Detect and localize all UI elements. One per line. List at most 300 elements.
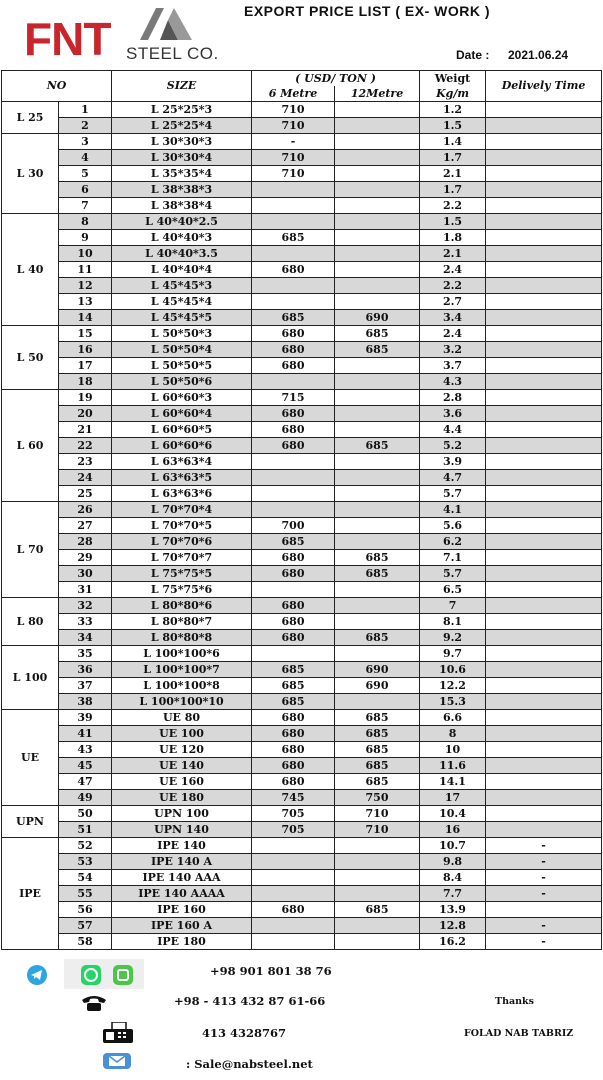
table-row [2, 214, 602, 230]
row-delivery [486, 742, 602, 758]
row-price-12m [335, 358, 420, 374]
row-size: L 100*100*6 [112, 646, 252, 662]
row-weight: 5.7 [420, 566, 486, 582]
row-size: L 30*30*3 [112, 134, 252, 150]
row-delivery [486, 582, 602, 598]
row-number: 24 [59, 470, 112, 486]
row-price-12m: 690 [335, 678, 420, 694]
row-delivery [486, 486, 602, 502]
row-price-6m [252, 486, 335, 502]
row-price-6m: 680 [252, 774, 335, 790]
contact-footer [0, 956, 603, 1080]
header-size: SIZE [112, 71, 252, 102]
header-delivery: Delively Time [486, 71, 602, 102]
row-size: L 100*100*7 [112, 662, 252, 678]
row-price-12m [335, 246, 420, 262]
table-row [2, 710, 602, 726]
row-price-12m [335, 502, 420, 518]
row-size: L 38*38*4 [112, 198, 252, 214]
row-delivery [486, 326, 602, 342]
row-delivery [486, 214, 602, 230]
row-number: 32 [59, 598, 112, 614]
group-label: L 30 [2, 134, 59, 214]
row-weight: 2.8 [420, 390, 486, 406]
row-delivery [486, 182, 602, 198]
row-price-6m: 680 [252, 710, 335, 726]
row-size: L 70*70*4 [112, 502, 252, 518]
row-size: IPE 140 AAA [112, 870, 252, 886]
row-size: L 38*38*3 [112, 182, 252, 198]
row-delivery: - [486, 870, 602, 886]
row-weight: 10.6 [420, 662, 486, 678]
group-label: L 70 [2, 502, 59, 598]
row-number: 29 [59, 550, 112, 566]
row-delivery [486, 118, 602, 134]
row-price-6m: 680 [252, 742, 335, 758]
row-delivery [486, 566, 602, 582]
row-number: 4 [59, 150, 112, 166]
table-row [2, 646, 602, 662]
row-delivery [486, 806, 602, 822]
table-row [2, 918, 602, 934]
row-number: 30 [59, 566, 112, 582]
group-label: IPE [2, 838, 59, 950]
row-number: 1 [59, 102, 112, 118]
row-price-12m [335, 470, 420, 486]
table-row [2, 838, 602, 854]
row-price-6m: 685 [252, 310, 335, 326]
row-price-6m: 680 [252, 550, 335, 566]
row-size: L 70*70*5 [112, 518, 252, 534]
row-delivery [486, 502, 602, 518]
table-row [2, 262, 602, 278]
row-size: L 100*100*10 [112, 694, 252, 710]
table-row [2, 358, 602, 374]
row-size: L 50*50*6 [112, 374, 252, 390]
row-weight: 3.2 [420, 342, 486, 358]
group-label: L 50 [2, 326, 59, 390]
row-price-12m [335, 230, 420, 246]
row-price-6m: 680 [252, 726, 335, 742]
row-delivery [486, 294, 602, 310]
row-price-6m [252, 582, 335, 598]
row-weight: 16 [420, 822, 486, 838]
table-row [2, 310, 602, 326]
row-weight: 8.1 [420, 614, 486, 630]
row-weight: 1.7 [420, 150, 486, 166]
row-delivery [486, 310, 602, 326]
table-row [2, 886, 602, 902]
header-weight-unit: Kg/m [420, 86, 486, 102]
row-size: L 45*45*5 [112, 310, 252, 326]
row-price-6m: 710 [252, 166, 335, 182]
table-row [2, 678, 602, 694]
row-size: L 63*63*5 [112, 470, 252, 486]
row-size: L 80*80*7 [112, 614, 252, 630]
table-row [2, 278, 602, 294]
page-title: EXPORT PRICE LIST ( EX- WORK ) [244, 3, 491, 19]
row-number: 52 [59, 838, 112, 854]
row-price-6m: 680 [252, 358, 335, 374]
row-price-12m [335, 406, 420, 422]
row-delivery [486, 710, 602, 726]
row-price-12m [335, 886, 420, 902]
row-size: L 80*80*6 [112, 598, 252, 614]
whatsapp-icon[interactable] [80, 964, 102, 986]
logo-mark-icon [134, 6, 194, 42]
row-price-12m [335, 278, 420, 294]
row-price-12m: 685 [335, 550, 420, 566]
row-number: 11 [59, 262, 112, 278]
row-price-6m: 745 [252, 790, 335, 806]
table-row [2, 470, 602, 486]
row-delivery [486, 598, 602, 614]
table-row [2, 518, 602, 534]
row-weight: 4.7 [420, 470, 486, 486]
row-delivery [486, 230, 602, 246]
row-number: 5 [59, 166, 112, 182]
row-number: 7 [59, 198, 112, 214]
row-weight: 2.4 [420, 262, 486, 278]
row-delivery [486, 262, 602, 278]
group-label: L 100 [2, 646, 59, 710]
row-delivery [486, 406, 602, 422]
row-size: L 70*70*7 [112, 550, 252, 566]
row-delivery [486, 390, 602, 406]
row-delivery [486, 150, 602, 166]
row-number: 34 [59, 630, 112, 646]
table-row [2, 182, 602, 198]
table-row [2, 102, 602, 118]
row-price-6m [252, 502, 335, 518]
row-price-12m: 690 [335, 662, 420, 678]
row-number: 35 [59, 646, 112, 662]
row-delivery [486, 102, 602, 118]
row-price-6m [252, 646, 335, 662]
row-size: UE 120 [112, 742, 252, 758]
row-number: 8 [59, 214, 112, 230]
row-price-12m: 685 [335, 758, 420, 774]
row-price-6m: 705 [252, 822, 335, 838]
row-weight: 9.7 [420, 646, 486, 662]
row-size: L 50*50*5 [112, 358, 252, 374]
group-label: UPN [2, 806, 59, 838]
table-row [2, 934, 602, 950]
row-weight: 15.3 [420, 694, 486, 710]
group-label: L 80 [2, 598, 59, 646]
mobile-number: +98 901 801 38 76 [210, 964, 332, 978]
row-price-6m [252, 454, 335, 470]
row-price-12m [335, 214, 420, 230]
row-weight: 12.8 [420, 918, 486, 934]
row-weight: 14.1 [420, 774, 486, 790]
header-price: ( USD/ TON ) [252, 71, 420, 87]
row-price-6m: - [252, 134, 335, 150]
row-size: IPE 140 AAAA [112, 886, 252, 902]
row-number: 23 [59, 454, 112, 470]
row-weight: 8 [420, 726, 486, 742]
row-weight: 9.8 [420, 854, 486, 870]
row-weight: 13.9 [420, 902, 486, 918]
row-delivery [486, 278, 602, 294]
row-delivery [486, 902, 602, 918]
table-row [2, 150, 602, 166]
row-size: L 40*40*4 [112, 262, 252, 278]
row-number: 49 [59, 790, 112, 806]
row-size: L 100*100*8 [112, 678, 252, 694]
row-number: 57 [59, 918, 112, 934]
table-row [2, 790, 602, 806]
table-row [2, 582, 602, 598]
row-price-12m [335, 934, 420, 950]
table-row [2, 438, 602, 454]
row-delivery: - [486, 918, 602, 934]
row-size: L 40*40*3 [112, 230, 252, 246]
row-delivery [486, 662, 602, 678]
row-size: IPE 140 A [112, 854, 252, 870]
row-price-6m [252, 470, 335, 486]
group-label: UE [2, 710, 59, 806]
row-number: 38 [59, 694, 112, 710]
row-weight: 6.2 [420, 534, 486, 550]
row-weight: 1.5 [420, 214, 486, 230]
row-price-12m [335, 694, 420, 710]
row-size: L 25*25*3 [112, 102, 252, 118]
email-address[interactable]: : Sale@nabsteel.net [186, 1057, 313, 1071]
row-price-12m [335, 374, 420, 390]
row-size: UE 180 [112, 790, 252, 806]
row-weight: 1.7 [420, 182, 486, 198]
row-size: L 25*25*4 [112, 118, 252, 134]
row-delivery [486, 198, 602, 214]
row-number: 53 [59, 854, 112, 870]
row-size: L 50*50*4 [112, 342, 252, 358]
phone-number: +98 - 413 432 87 61-66 [174, 994, 326, 1008]
row-price-6m: 685 [252, 534, 335, 550]
table-row [2, 870, 602, 886]
company-name: FOLAD NAB TABRIZ [464, 1028, 574, 1039]
row-number: 6 [59, 182, 112, 198]
row-weight: 8.4 [420, 870, 486, 886]
row-price-12m: 685 [335, 742, 420, 758]
row-price-12m: 710 [335, 822, 420, 838]
row-number: 10 [59, 246, 112, 262]
row-price-6m: 680 [252, 614, 335, 630]
row-price-12m [335, 198, 420, 214]
row-price-6m [252, 838, 335, 854]
table-row [2, 118, 602, 134]
row-delivery [486, 438, 602, 454]
row-weight: 6.6 [420, 710, 486, 726]
row-size: L 60*60*5 [112, 422, 252, 438]
table-row [2, 774, 602, 790]
row-number: 27 [59, 518, 112, 534]
row-size: L 75*75*6 [112, 582, 252, 598]
logo-subtitle: STEEL CO. [126, 44, 219, 63]
row-size: L 50*50*3 [112, 326, 252, 342]
header-12-metre: 12Metre [335, 86, 420, 102]
row-price-12m [335, 614, 420, 630]
table-row [2, 758, 602, 774]
row-delivery: - [486, 886, 602, 902]
row-price-6m [252, 870, 335, 886]
row-weight: 4.3 [420, 374, 486, 390]
company-logo [24, 6, 224, 64]
row-weight: 11.6 [420, 758, 486, 774]
row-number: 56 [59, 902, 112, 918]
row-price-12m [335, 134, 420, 150]
row-weight: 7 [420, 598, 486, 614]
table-row [2, 166, 602, 182]
row-price-12m: 685 [335, 326, 420, 342]
row-price-12m: 685 [335, 630, 420, 646]
chat-app-icon[interactable] [112, 964, 134, 986]
row-delivery [486, 342, 602, 358]
row-delivery [486, 166, 602, 182]
row-weight: 7.7 [420, 886, 486, 902]
row-price-12m [335, 870, 420, 886]
row-number: 14 [59, 310, 112, 326]
row-number: 18 [59, 374, 112, 390]
row-number: 54 [59, 870, 112, 886]
row-size: UE 160 [112, 774, 252, 790]
row-weight: 1.5 [420, 118, 486, 134]
row-number: 43 [59, 742, 112, 758]
telegram-icon[interactable] [26, 964, 48, 986]
row-size: UE 140 [112, 758, 252, 774]
row-delivery [486, 726, 602, 742]
row-price-6m: 685 [252, 694, 335, 710]
fax-icon [102, 1022, 134, 1044]
table-row [2, 198, 602, 214]
row-number: 13 [59, 294, 112, 310]
row-weight: 2.7 [420, 294, 486, 310]
row-delivery [486, 774, 602, 790]
row-weight: 10 [420, 742, 486, 758]
row-price-6m: 715 [252, 390, 335, 406]
row-price-12m [335, 646, 420, 662]
row-price-12m: 685 [335, 438, 420, 454]
row-size: L 60*60*6 [112, 438, 252, 454]
row-size: UE 100 [112, 726, 252, 742]
row-weight: 5.6 [420, 518, 486, 534]
row-number: 21 [59, 422, 112, 438]
email-icon[interactable] [102, 1052, 132, 1070]
header-weight: Weigt [420, 71, 486, 87]
row-price-6m [252, 854, 335, 870]
row-number: 47 [59, 774, 112, 790]
row-number: 12 [59, 278, 112, 294]
row-price-12m [335, 182, 420, 198]
row-delivery [486, 470, 602, 486]
row-price-6m: 680 [252, 758, 335, 774]
row-delivery [486, 678, 602, 694]
table-row [2, 374, 602, 390]
table-row [2, 550, 602, 566]
row-size: L 70*70*6 [112, 534, 252, 550]
table-row [2, 486, 602, 502]
table-row [2, 630, 602, 646]
row-weight: 5.7 [420, 486, 486, 502]
row-price-12m [335, 854, 420, 870]
row-price-6m: 680 [252, 342, 335, 358]
row-delivery [486, 822, 602, 838]
row-number: 9 [59, 230, 112, 246]
row-price-6m [252, 374, 335, 390]
row-size: IPE 180 [112, 934, 252, 950]
row-number: 55 [59, 886, 112, 902]
table-row [2, 694, 602, 710]
row-weight: 12.2 [420, 678, 486, 694]
row-weight: 7.1 [420, 550, 486, 566]
group-label: L 25 [2, 102, 59, 134]
row-price-12m [335, 118, 420, 134]
row-price-12m [335, 534, 420, 550]
row-weight: 9.2 [420, 630, 486, 646]
row-price-6m: 685 [252, 678, 335, 694]
row-price-12m [335, 422, 420, 438]
row-number: 37 [59, 678, 112, 694]
row-price-12m [335, 486, 420, 502]
row-delivery [486, 374, 602, 390]
row-price-6m: 680 [252, 630, 335, 646]
row-number: 15 [59, 326, 112, 342]
row-size: L 63*63*4 [112, 454, 252, 470]
row-delivery [486, 790, 602, 806]
row-delivery [486, 630, 602, 646]
table-row [2, 534, 602, 550]
row-number: 3 [59, 134, 112, 150]
row-size: L 30*30*4 [112, 150, 252, 166]
row-weight: 4.4 [420, 422, 486, 438]
row-delivery [486, 454, 602, 470]
row-price-6m: 680 [252, 598, 335, 614]
row-price-6m: 685 [252, 662, 335, 678]
row-delivery [486, 646, 602, 662]
row-delivery [486, 246, 602, 262]
row-weight: 2.4 [420, 326, 486, 342]
row-price-6m: 705 [252, 806, 335, 822]
row-weight: 3.6 [420, 406, 486, 422]
table-row [2, 326, 602, 342]
row-price-6m [252, 198, 335, 214]
row-price-6m [252, 886, 335, 902]
row-size: L 80*80*8 [112, 630, 252, 646]
row-price-12m: 690 [335, 310, 420, 326]
table-row [2, 566, 602, 582]
row-price-12m [335, 150, 420, 166]
row-size: IPE 140 [112, 838, 252, 854]
row-weight: 2.2 [420, 198, 486, 214]
table-row [2, 742, 602, 758]
table-row [2, 662, 602, 678]
row-price-6m: 680 [252, 262, 335, 278]
row-price-6m [252, 934, 335, 950]
price-table-body [2, 102, 602, 950]
row-size: L 60*60*3 [112, 390, 252, 406]
thanks-text: Thanks [495, 996, 534, 1007]
row-price-12m [335, 582, 420, 598]
row-weight: 17 [420, 790, 486, 806]
row-delivery [486, 422, 602, 438]
row-price-12m [335, 390, 420, 406]
row-price-6m: 680 [252, 406, 335, 422]
row-size: L 75*75*5 [112, 566, 252, 582]
row-delivery: - [486, 854, 602, 870]
row-price-6m: 700 [252, 518, 335, 534]
table-row [2, 902, 602, 918]
row-delivery [486, 758, 602, 774]
